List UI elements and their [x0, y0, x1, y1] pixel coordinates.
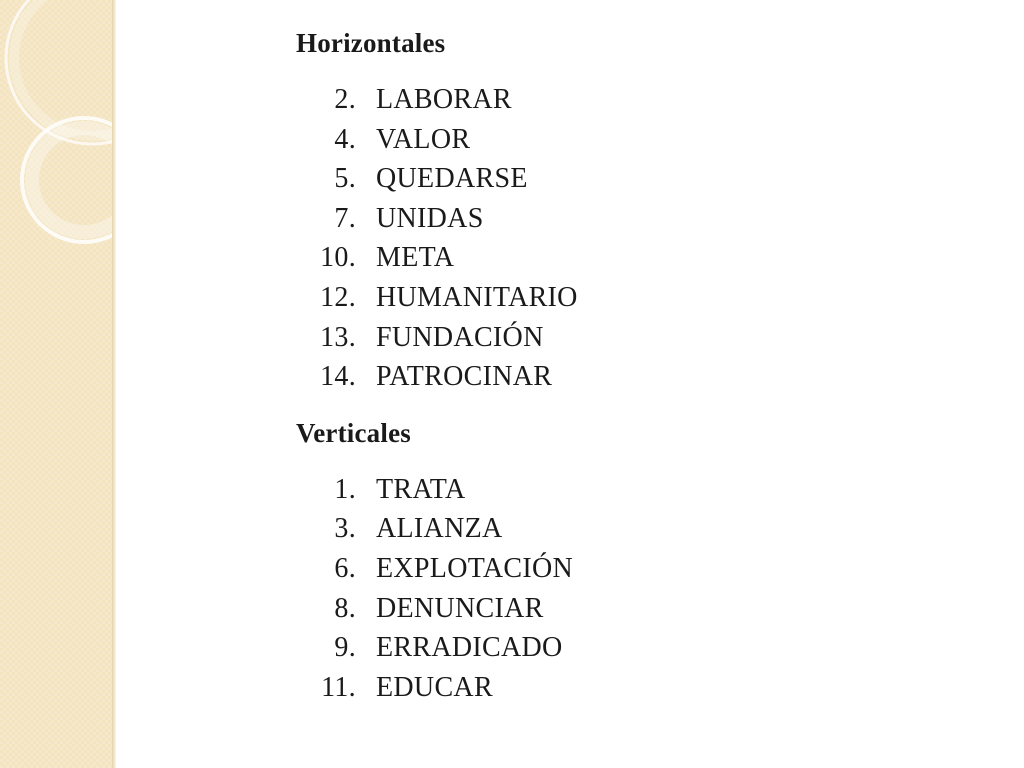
- answer-key: [296, 24, 716, 707]
- item-word: LABORAR: [376, 84, 512, 115]
- item-word: META: [376, 242, 455, 274]
- item-number: 13.: [320, 321, 356, 353]
- item-word: QUEDARSE: [376, 163, 528, 195]
- section-title-verticales: Verticales: [296, 417, 411, 448]
- item-number: 1.: [334, 473, 356, 505]
- item-word: UNIDAS: [376, 202, 484, 234]
- list-item: [296, 120, 716, 160]
- item-number: 11.: [321, 671, 356, 703]
- item-word: TRATA: [376, 473, 466, 505]
- item-word: ALIANZA: [376, 513, 503, 545]
- list-item: [296, 628, 716, 668]
- list-item: [296, 199, 716, 239]
- item-number: 14.: [320, 361, 356, 393]
- list-verticales: [296, 470, 716, 708]
- list-item: [296, 668, 716, 708]
- section-title-horizontales: Horizontales: [296, 28, 446, 58]
- list-horizontales: [296, 80, 716, 397]
- side-band-edge: [112, 0, 116, 768]
- item-number: 12.: [320, 281, 356, 313]
- list-item: [296, 238, 716, 278]
- item-number: 6.: [334, 552, 356, 584]
- item-word: FUNDACIÓN: [376, 321, 544, 353]
- item-number: 3.: [334, 513, 356, 545]
- list-item: [296, 509, 716, 549]
- list-item: [296, 470, 716, 510]
- item-word: EXPLOTACIÓN: [376, 552, 574, 584]
- item-word: PATROCINAR: [376, 361, 553, 393]
- item-number: 9.: [334, 632, 356, 664]
- list-item: [296, 589, 716, 629]
- item-number: 2.: [334, 84, 356, 115]
- item-word: VALOR: [376, 123, 471, 155]
- item-number: 8.: [334, 592, 356, 624]
- list-item: [296, 549, 716, 589]
- item-number: 4.: [334, 123, 356, 155]
- item-number: 10.: [320, 242, 356, 274]
- list-item: [296, 278, 716, 318]
- item-number: 7.: [334, 202, 356, 234]
- item-word: DENUNCIAR: [376, 592, 544, 624]
- list-item: [296, 159, 716, 199]
- decorative-rings-icon: [0, 0, 112, 280]
- list-item: [296, 80, 716, 120]
- item-number: 5.: [334, 163, 356, 195]
- item-word: ERRADICADO: [376, 632, 563, 664]
- decorative-side-band: [0, 0, 112, 768]
- item-word: EDUCAR: [376, 671, 493, 703]
- list-item: [296, 318, 716, 358]
- list-item: [296, 357, 716, 397]
- item-word: HUMANITARIO: [376, 281, 578, 313]
